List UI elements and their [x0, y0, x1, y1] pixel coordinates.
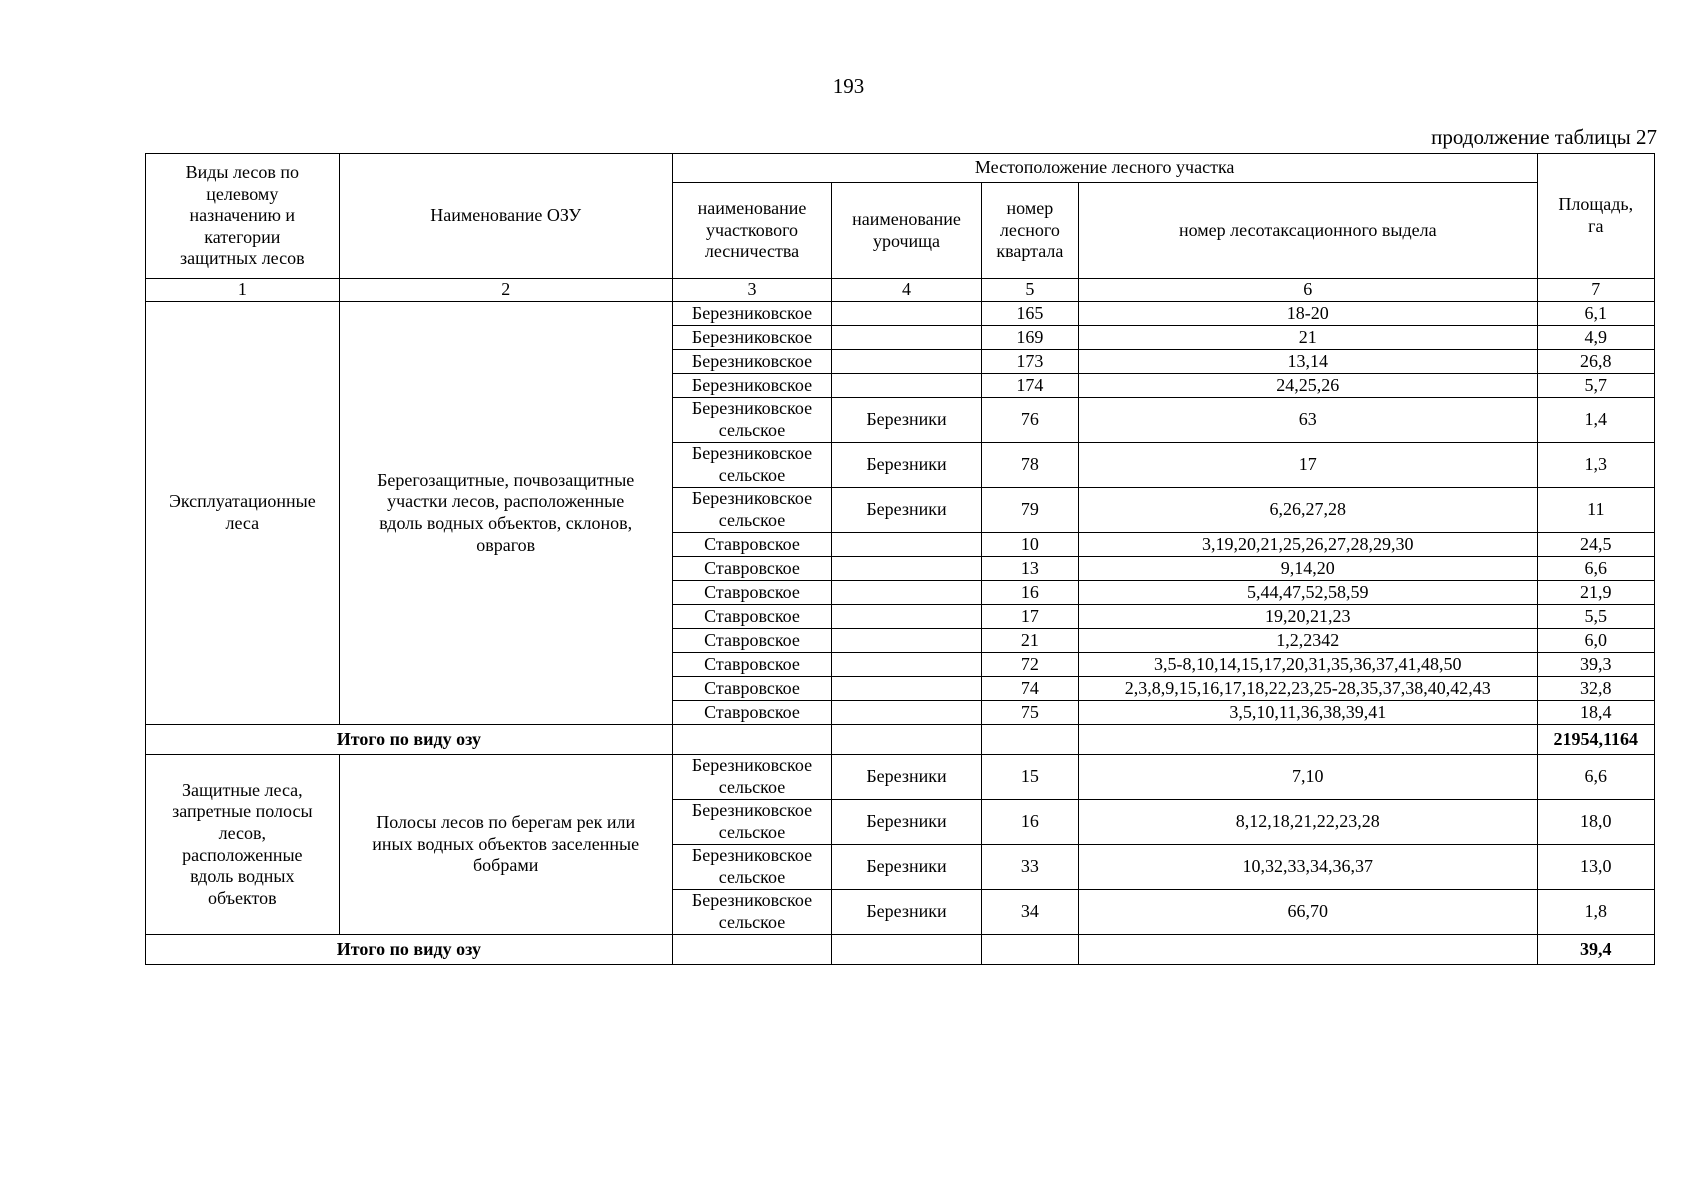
ozu-name-cell: Полосы лесов по берегам рек или иных водных объектов заселенные бобрами	[339, 755, 672, 935]
tract-cell: Березники	[832, 890, 981, 935]
empty-cell	[1079, 725, 1538, 755]
forestry-cell: Березниковское	[672, 374, 832, 398]
header-forestry: наименование участкового лесничества	[672, 183, 832, 279]
header-area: Площадь, га	[1537, 154, 1654, 279]
allotments-cell: 13,14	[1079, 350, 1538, 374]
quarter-cell: 16	[981, 800, 1078, 845]
quarter-cell: 173	[981, 350, 1078, 374]
area-cell: 6,1	[1537, 302, 1654, 326]
area-cell: 32,8	[1537, 677, 1654, 701]
allotments-cell: 1,2,2342	[1079, 629, 1538, 653]
quarter-cell: 72	[981, 653, 1078, 677]
quarter-cell: 165	[981, 302, 1078, 326]
tract-cell	[832, 557, 981, 581]
forestry-cell: Ставровское	[672, 677, 832, 701]
quarter-cell: 79	[981, 488, 1078, 533]
quarter-cell: 34	[981, 890, 1078, 935]
tract-cell: Березники	[832, 755, 981, 800]
empty-cell	[1079, 935, 1538, 965]
forestry-cell: Березниковское	[672, 350, 832, 374]
header-row-top	[146, 154, 1655, 183]
area-cell: 1,4	[1537, 398, 1654, 443]
empty-cell	[832, 725, 981, 755]
area-cell: 1,8	[1537, 890, 1654, 935]
forestry-cell: Березниковское сельское	[672, 800, 832, 845]
allotments-cell: 3,5-8,10,14,15,17,20,31,35,36,37,41,48,50	[1079, 653, 1538, 677]
allotments-cell: 5,44,47,52,58,59	[1079, 581, 1538, 605]
tract-cell: Березники	[832, 800, 981, 845]
area-cell: 26,8	[1537, 350, 1654, 374]
total-row	[146, 725, 1655, 755]
forestry-cell: Березниковское сельское	[672, 398, 832, 443]
area-cell: 6,0	[1537, 629, 1654, 653]
allotments-cell: 17	[1079, 443, 1538, 488]
forestry-cell: Ставровское	[672, 653, 832, 677]
forestry-cell: Ставровское	[672, 701, 832, 725]
forestry-cell: Березниковское сельское	[672, 845, 832, 890]
area-cell: 39,3	[1537, 653, 1654, 677]
table-continuation-caption: продолжение таблицы 27	[1431, 125, 1657, 149]
allotments-cell: 10,32,33,34,36,37	[1079, 845, 1538, 890]
tract-cell	[832, 350, 981, 374]
area-cell: 5,5	[1537, 605, 1654, 629]
quarter-cell: 76	[981, 398, 1078, 443]
tract-cell: Березники	[832, 398, 981, 443]
allotments-cell: 66,70	[1079, 890, 1538, 935]
allotments-cell: 2,3,8,9,15,16,17,18,22,23,25-28,35,37,38,40,42,43	[1079, 677, 1538, 701]
quarter-cell: 169	[981, 326, 1078, 350]
empty-cell	[672, 725, 832, 755]
area-cell: 6,6	[1537, 755, 1654, 800]
forestry-cell: Березниковское сельское	[672, 443, 832, 488]
quarter-cell: 13	[981, 557, 1078, 581]
forestry-cell: Ставровское	[672, 557, 832, 581]
quarter-cell: 17	[981, 605, 1078, 629]
page-number: 193	[832, 74, 865, 98]
quarter-cell: 78	[981, 443, 1078, 488]
total-label: Итого по виду озу	[146, 725, 673, 755]
table-row	[146, 755, 1655, 800]
area-cell: 1,3	[1537, 443, 1654, 488]
quarter-cell: 15	[981, 755, 1078, 800]
group1-body	[146, 302, 1655, 755]
total-label: Итого по виду озу	[146, 935, 673, 965]
tract-cell	[832, 581, 981, 605]
column-number: 4	[832, 279, 981, 302]
quarter-cell: 21	[981, 629, 1078, 653]
column-number: 1	[146, 279, 340, 302]
allotments-cell: 18-20	[1079, 302, 1538, 326]
tract-cell	[832, 374, 981, 398]
empty-cell	[832, 935, 981, 965]
tract-cell	[832, 533, 981, 557]
allotments-cell: 24,25,26	[1079, 374, 1538, 398]
total-row	[146, 935, 1655, 965]
area-cell: 18,4	[1537, 701, 1654, 725]
table-row	[146, 302, 1655, 326]
forestry-cell: Березниковское сельское	[672, 488, 832, 533]
area-cell: 24,5	[1537, 533, 1654, 557]
quarter-cell: 74	[981, 677, 1078, 701]
header-tract: наименование урочища	[832, 183, 981, 279]
empty-cell	[672, 935, 832, 965]
forestry-cell: Ставровское	[672, 605, 832, 629]
total-area-cell: 21954,1164	[1537, 725, 1654, 755]
tract-cell	[832, 653, 981, 677]
allotments-cell: 6,26,27,28	[1079, 488, 1538, 533]
empty-cell	[981, 935, 1078, 965]
allotments-cell: 63	[1079, 398, 1538, 443]
quarter-cell: 10	[981, 533, 1078, 557]
quarter-cell: 75	[981, 701, 1078, 725]
column-number: 2	[339, 279, 672, 302]
forestry-cell: Березниковское	[672, 326, 832, 350]
quarter-cell: 33	[981, 845, 1078, 890]
area-cell: 21,9	[1537, 581, 1654, 605]
column-number: 7	[1537, 279, 1654, 302]
header-forest-type: Виды лесов по целевому назначению и категории защитных лесов	[146, 154, 340, 279]
forestry-cell: Березниковское	[672, 302, 832, 326]
group2-body	[146, 755, 1655, 965]
area-cell: 18,0	[1537, 800, 1654, 845]
header-location: Местоположение лесного участка	[672, 154, 1537, 183]
allotments-cell: 3,5,10,11,36,38,39,41	[1079, 701, 1538, 725]
forestry-cell: Березниковское сельское	[672, 890, 832, 935]
empty-cell	[981, 725, 1078, 755]
table-header	[146, 154, 1655, 302]
column-number: 6	[1079, 279, 1538, 302]
allotments-cell: 21	[1079, 326, 1538, 350]
ozu-name-cell: Берегозащитные, почвозащитные участки лесов, расположенные вдоль водных объектов, склонов, оврагов	[339, 302, 672, 725]
forest-plots-table	[145, 153, 1655, 965]
tract-cell	[832, 629, 981, 653]
area-cell: 4,9	[1537, 326, 1654, 350]
forestry-cell: Ставровское	[672, 533, 832, 557]
area-cell: 11	[1537, 488, 1654, 533]
tract-cell	[832, 326, 981, 350]
allotments-cell: 7,10	[1079, 755, 1538, 800]
forestry-cell: Ставровское	[672, 581, 832, 605]
forestry-cell: Ставровское	[672, 629, 832, 653]
column-number-row	[146, 279, 1655, 302]
header-ozu-name: Наименование ОЗУ	[339, 154, 672, 279]
tract-cell	[832, 302, 981, 326]
forestry-cell: Березниковское сельское	[672, 755, 832, 800]
header-allotments: номер лесотаксационного выдела	[1079, 183, 1538, 279]
allotments-cell: 8,12,18,21,22,23,28	[1079, 800, 1538, 845]
tract-cell	[832, 605, 981, 629]
tract-cell: Березники	[832, 845, 981, 890]
tract-cell: Березники	[832, 443, 981, 488]
tract-cell	[832, 677, 981, 701]
allotments-cell: 3,19,20,21,25,26,27,28,29,30	[1079, 533, 1538, 557]
area-cell: 5,7	[1537, 374, 1654, 398]
quarter-cell: 174	[981, 374, 1078, 398]
area-cell: 6,6	[1537, 557, 1654, 581]
allotments-cell: 19,20,21,23	[1079, 605, 1538, 629]
tract-cell	[832, 701, 981, 725]
tract-cell: Березники	[832, 488, 981, 533]
forest-type-cell: Защитные леса, запретные полосы лесов, расположенные вдоль водных объектов	[146, 755, 340, 935]
column-number: 5	[981, 279, 1078, 302]
allotments-cell: 9,14,20	[1079, 557, 1538, 581]
quarter-cell: 16	[981, 581, 1078, 605]
total-area-cell: 39,4	[1537, 935, 1654, 965]
area-cell: 13,0	[1537, 845, 1654, 890]
forest-type-cell: Эксплуатационные леса	[146, 302, 340, 725]
column-number: 3	[672, 279, 832, 302]
header-quarter: номер лесного квартала	[981, 183, 1078, 279]
